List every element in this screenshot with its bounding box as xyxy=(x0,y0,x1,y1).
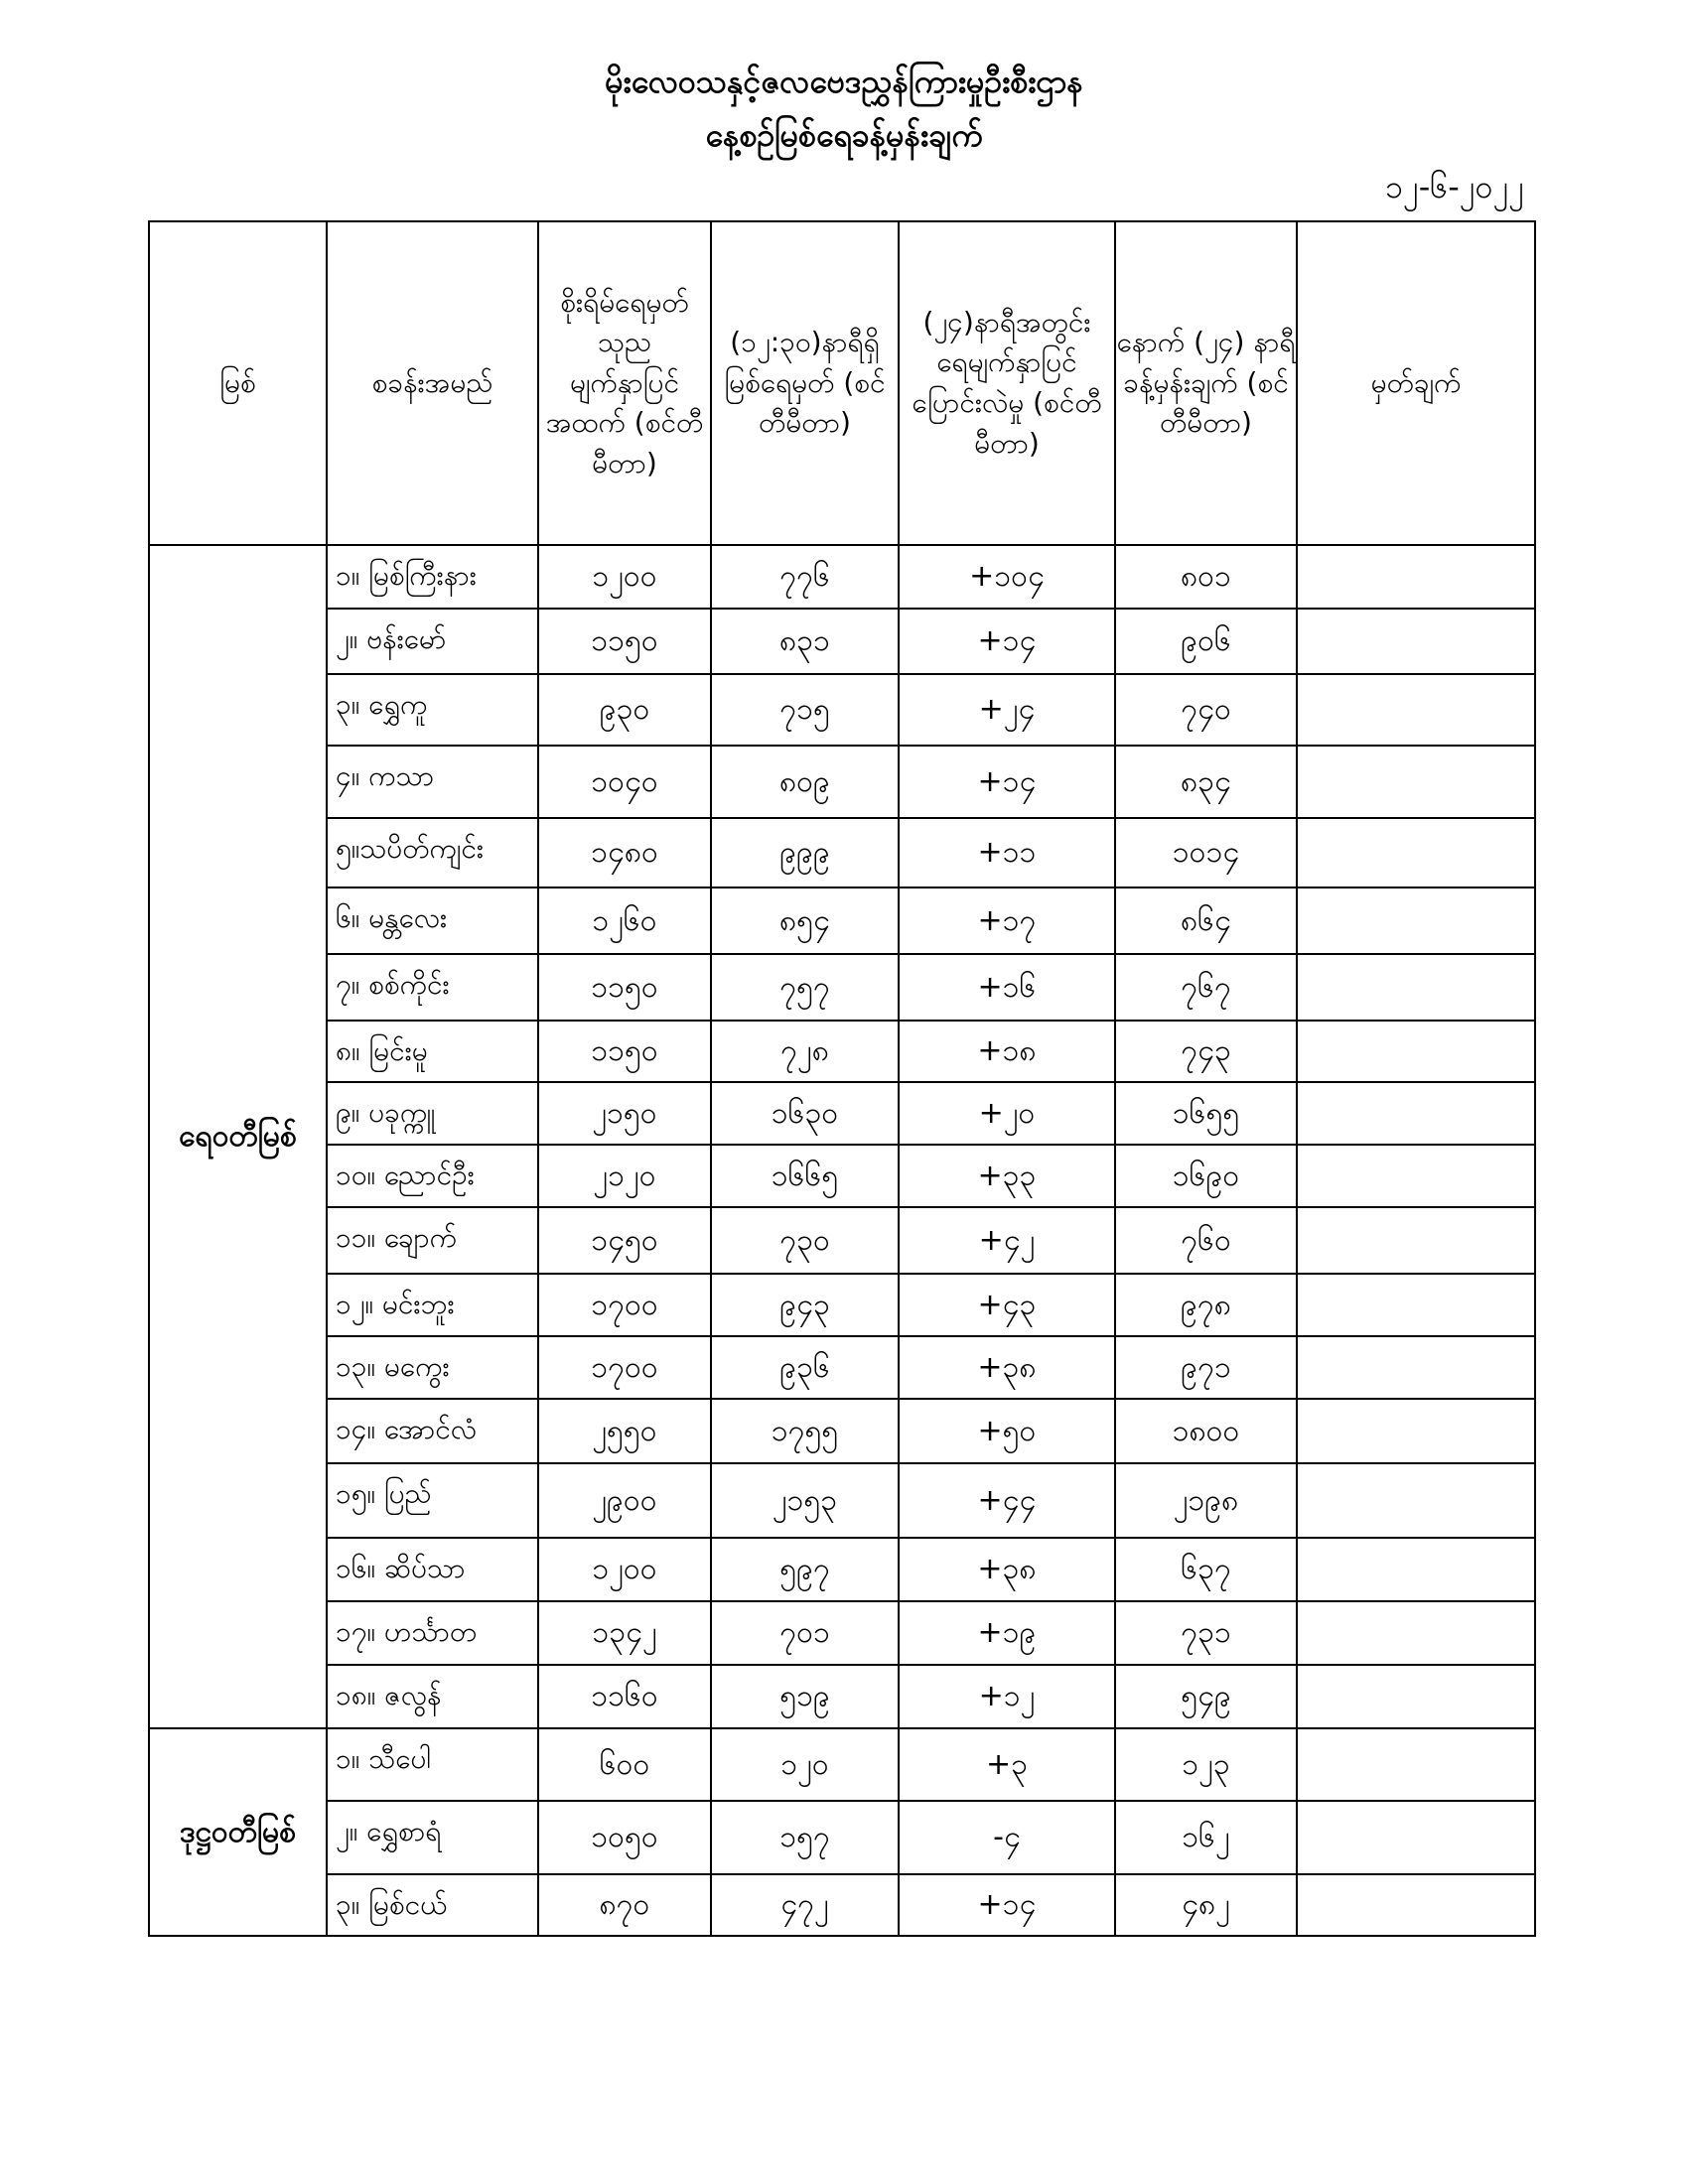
change-cell: +၂၄ xyxy=(899,674,1115,746)
station-cell: ၈။ မြင်းမူ xyxy=(327,1021,538,1082)
danger-level-cell: ၂၁၂၀ xyxy=(538,1145,711,1207)
forecast-cell: ၇၄၀ xyxy=(1115,674,1297,746)
table-row xyxy=(149,818,1535,887)
table-row xyxy=(149,1274,1535,1336)
current-level-cell: ၅၁၉ xyxy=(711,1665,899,1728)
station-cell: ၂။ ရွှေစာရံ xyxy=(327,1801,538,1874)
table-row xyxy=(149,746,1535,818)
forecast-cell: ၇၃၁ xyxy=(1115,1601,1297,1665)
danger-level-cell: ၁၀၅၀ xyxy=(538,1801,711,1874)
change-cell: +၃ xyxy=(899,1728,1115,1801)
station-cell: ၃။ ရွှေကူ xyxy=(327,674,538,746)
current-level-cell: ၉၃၆ xyxy=(711,1336,899,1399)
table-row xyxy=(149,674,1535,746)
danger-level-cell: ၁၀၄၀ xyxy=(538,746,711,818)
danger-level-cell: ၁၁၅၀ xyxy=(538,1021,711,1082)
change-cell: -၄ xyxy=(899,1801,1115,1874)
forecast-cell: ၉၇၈ xyxy=(1115,1274,1297,1336)
station-cell: ၁၀။ ညောင်ဦး xyxy=(327,1145,538,1207)
remark-cell xyxy=(1297,674,1535,746)
change-cell: +၂၀ xyxy=(899,1082,1115,1145)
change-cell: +၄၃ xyxy=(899,1274,1115,1336)
river-group-cell: ဒုဋ္ဌဝတီမြစ် xyxy=(149,1728,327,1936)
forecast-cell: ၅၄၉ xyxy=(1115,1665,1297,1728)
current-level-cell: ၇၁၅ xyxy=(711,674,899,746)
forecast-cell: ၁၆၂ xyxy=(1115,1801,1297,1874)
forecast-cell: ၁၆၅၅ xyxy=(1115,1082,1297,1145)
col-header-danger-level: စိုးရိမ်ရေမှတ် သုည မျက်နှာပြင် အထက် (စင်တီမီတာ) xyxy=(538,221,711,545)
current-level-cell: ၈၀၉ xyxy=(711,746,899,818)
danger-level-cell: ၂၁၅၀ xyxy=(538,1082,711,1145)
remark-cell xyxy=(1297,1207,1535,1274)
forecast-cell: ၁၀၁၄ xyxy=(1115,818,1297,887)
forecast-cell: ၈၀၁ xyxy=(1115,545,1297,609)
remark-cell xyxy=(1297,1874,1535,1936)
station-cell: ၅။သပိတ်ကျင်း xyxy=(327,818,538,887)
forecast-cell: ၆၃၇ xyxy=(1115,1538,1297,1601)
change-cell: +၁၉ xyxy=(899,1601,1115,1665)
forecast-cell: ၁၂၃ xyxy=(1115,1728,1297,1801)
current-level-cell: ၇၃၀ xyxy=(711,1207,899,1274)
change-cell: +၁၂ xyxy=(899,1665,1115,1728)
remark-cell xyxy=(1297,1801,1535,1874)
current-level-cell: ၁၂၀ xyxy=(711,1728,899,1801)
station-cell: ၁။ မြစ်ကြီးနား xyxy=(327,545,538,609)
station-cell: ၁၂။ မင်းဘူး xyxy=(327,1274,538,1336)
table-row xyxy=(149,1463,1535,1538)
station-cell: ၁၅။ ပြည် xyxy=(327,1463,538,1538)
forecast-cell: ၄၈၂ xyxy=(1115,1874,1297,1936)
station-cell: ၁၆။ ဆိပ်သာ xyxy=(327,1538,538,1601)
current-level-cell: ၇၅၇ xyxy=(711,954,899,1021)
col-header-current-level: (၁၂:၃၀)နာရီရှိ မြစ်ရေမှတ် (စင်တီမီတာ) xyxy=(711,221,899,545)
col-header-remark: မှတ်ချက် xyxy=(1297,221,1535,545)
river-group-cell: ရေဝတီမြစ် xyxy=(149,545,327,1728)
forecast-cell: ၉၀၆ xyxy=(1115,609,1297,674)
remark-cell xyxy=(1297,1274,1535,1336)
table-row xyxy=(149,1874,1535,1936)
forecast-cell: ၈၆၄ xyxy=(1115,887,1297,954)
danger-level-cell: ၁၃၄၂ xyxy=(538,1601,711,1665)
current-level-cell: ၁၆၃၀ xyxy=(711,1082,899,1145)
station-cell: ၁၁။ ချောက် xyxy=(327,1207,538,1274)
change-cell: +၄၄ xyxy=(899,1463,1115,1538)
current-level-cell: ၅၉၇ xyxy=(711,1538,899,1601)
remark-cell xyxy=(1297,1728,1535,1801)
table-row xyxy=(149,545,1535,609)
current-level-cell: ၁၆၆၅ xyxy=(711,1145,899,1207)
change-cell: +၅၀ xyxy=(899,1399,1115,1463)
forecast-cell: ၇၆၇ xyxy=(1115,954,1297,1021)
station-cell: ၁၄။ အောင်လံ xyxy=(327,1399,538,1463)
remark-cell xyxy=(1297,1399,1535,1463)
col-header-24h-change: (၂၄)နာရီအတွင်း ရေမျက်နှာပြင် ပြောင်းလဲမှု (စင်တီမီတာ) xyxy=(899,221,1115,545)
change-cell: +၁၄ xyxy=(899,1874,1115,1936)
table-row xyxy=(149,1665,1535,1728)
remark-cell xyxy=(1297,1021,1535,1082)
change-cell: +၁၁ xyxy=(899,818,1115,887)
current-level-cell: ၄၇၂ xyxy=(711,1874,899,1936)
table-row xyxy=(149,1336,1535,1399)
remark-cell xyxy=(1297,609,1535,674)
remark-cell xyxy=(1297,1601,1535,1665)
danger-level-cell: ၁၂၀၀ xyxy=(538,545,711,609)
station-cell: ၄။ ကသာ xyxy=(327,746,538,818)
table-row xyxy=(149,1207,1535,1274)
forecast-cell: ၂၁၉၈ xyxy=(1115,1463,1297,1538)
table-row xyxy=(149,1399,1535,1463)
table-row xyxy=(149,887,1535,954)
current-level-cell: ၉၉၉ xyxy=(711,818,899,887)
forecast-cell: ၁၆၉၀ xyxy=(1115,1145,1297,1207)
danger-level-cell: ၁၇၀၀ xyxy=(538,1336,711,1399)
current-level-cell: ၂၁၅၃ xyxy=(711,1463,899,1538)
danger-level-cell: ၁၇၀၀ xyxy=(538,1274,711,1336)
change-cell: +၁၄ xyxy=(899,746,1115,818)
table-row xyxy=(149,1728,1535,1801)
remark-cell xyxy=(1297,545,1535,609)
change-cell: +၄၂ xyxy=(899,1207,1115,1274)
station-cell: ၁၃။ မကွေး xyxy=(327,1336,538,1399)
remark-cell xyxy=(1297,1145,1535,1207)
current-level-cell: ၈၅၄ xyxy=(711,887,899,954)
report-date: ၁၂-၆-၂၀၂၂ xyxy=(1385,168,1524,205)
remark-cell xyxy=(1297,954,1535,1021)
station-cell: ၆။ မန္တလေး xyxy=(327,887,538,954)
forecast-cell: ၁၈၀၀ xyxy=(1115,1399,1297,1463)
forecast-cell: ၇၄၃ xyxy=(1115,1021,1297,1082)
station-cell: ၁၈။ ဇလွန် xyxy=(327,1665,538,1728)
remark-cell xyxy=(1297,1463,1535,1538)
change-cell: +၁၀၄ xyxy=(899,545,1115,609)
col-header-station: စခန်းအမည် xyxy=(327,221,538,545)
remark-cell xyxy=(1297,1082,1535,1145)
change-cell: +၃၃ xyxy=(899,1145,1115,1207)
forecast-cell: ၇၆၀ xyxy=(1115,1207,1297,1274)
danger-level-cell: ၁၂၀၀ xyxy=(538,1538,711,1601)
current-level-cell: ၁၇၅၅ xyxy=(711,1399,899,1463)
change-cell: +၁၈ xyxy=(899,1021,1115,1082)
table-row xyxy=(149,1082,1535,1145)
current-level-cell: ၇၂၈ xyxy=(711,1021,899,1082)
danger-level-cell: ၁၁၅၀ xyxy=(538,609,711,674)
station-cell: ၂။ ဗန်းမော် xyxy=(327,609,538,674)
station-cell: ၁။ သီပေါ xyxy=(327,1728,538,1801)
danger-level-cell: ၉၃၀ xyxy=(538,674,711,746)
danger-level-cell: ၂၅၅၀ xyxy=(538,1399,711,1463)
table-row xyxy=(149,1601,1535,1665)
change-cell: +၁၄ xyxy=(899,609,1115,674)
danger-level-cell: ၁၂၆၀ xyxy=(538,887,711,954)
table-row xyxy=(149,1145,1535,1207)
danger-level-cell: ၆၀၀ xyxy=(538,1728,711,1801)
forecast-cell: ၈၃၄ xyxy=(1115,746,1297,818)
table-row xyxy=(149,954,1535,1021)
current-level-cell: ၈၃၁ xyxy=(711,609,899,674)
remark-cell xyxy=(1297,818,1535,887)
col-header-forecast: နောက် (၂၄) နာရီ ခန့်မှန်းချက် (စင်တီမီတာ) xyxy=(1115,221,1297,545)
forecast-cell: ၉၇၁ xyxy=(1115,1336,1297,1399)
page-subtitle: နေ့စဉ်မြစ်ရေခန့်မှန်းချက် xyxy=(705,116,983,154)
remark-cell xyxy=(1297,1538,1535,1601)
remark-cell xyxy=(1297,887,1535,954)
current-level-cell: ၁၅၇ xyxy=(711,1801,899,1874)
danger-level-cell: ၂၉၀၀ xyxy=(538,1463,711,1538)
change-cell: +၃၈ xyxy=(899,1538,1115,1601)
remark-cell xyxy=(1297,1336,1535,1399)
table-row xyxy=(149,1538,1535,1601)
station-cell: ၃။ မြစ်ငယ် xyxy=(327,1874,538,1936)
change-cell: +၁၇ xyxy=(899,887,1115,954)
current-level-cell: ၉၄၃ xyxy=(711,1274,899,1336)
table-row xyxy=(149,1021,1535,1082)
remark-cell xyxy=(1297,746,1535,818)
danger-level-cell: ၁၁၆၀ xyxy=(538,1665,711,1728)
danger-level-cell: ၁၁၅၀ xyxy=(538,954,711,1021)
danger-level-cell: ၈၇၀ xyxy=(538,1874,711,1936)
station-cell: ၁၇။ ဟင်္သာတ xyxy=(327,1601,538,1665)
page-title: မိုးလေဝသနှင့်ဇလဗေဒညွှန်ကြားမှုဦးစီးဌာန xyxy=(605,63,1083,100)
current-level-cell: ၇၀၁ xyxy=(711,1601,899,1665)
remark-cell xyxy=(1297,1665,1535,1728)
station-cell: ၉။ ပခုက္ကူ xyxy=(327,1082,538,1145)
current-level-cell: ၇၇၆ xyxy=(711,545,899,609)
col-header-river: မြစ် xyxy=(149,221,327,545)
change-cell: +၁၆ xyxy=(899,954,1115,1021)
river-level-table xyxy=(148,220,1536,1937)
danger-level-cell: ၁၄၅၀ xyxy=(538,1207,711,1274)
table-row xyxy=(149,609,1535,674)
header-row xyxy=(149,221,1535,545)
station-cell: ၇။ စစ်ကိုင်း xyxy=(327,954,538,1021)
table-row xyxy=(149,1801,1535,1874)
danger-level-cell: ၁၄၈၀ xyxy=(538,818,711,887)
change-cell: +၃၈ xyxy=(899,1336,1115,1399)
